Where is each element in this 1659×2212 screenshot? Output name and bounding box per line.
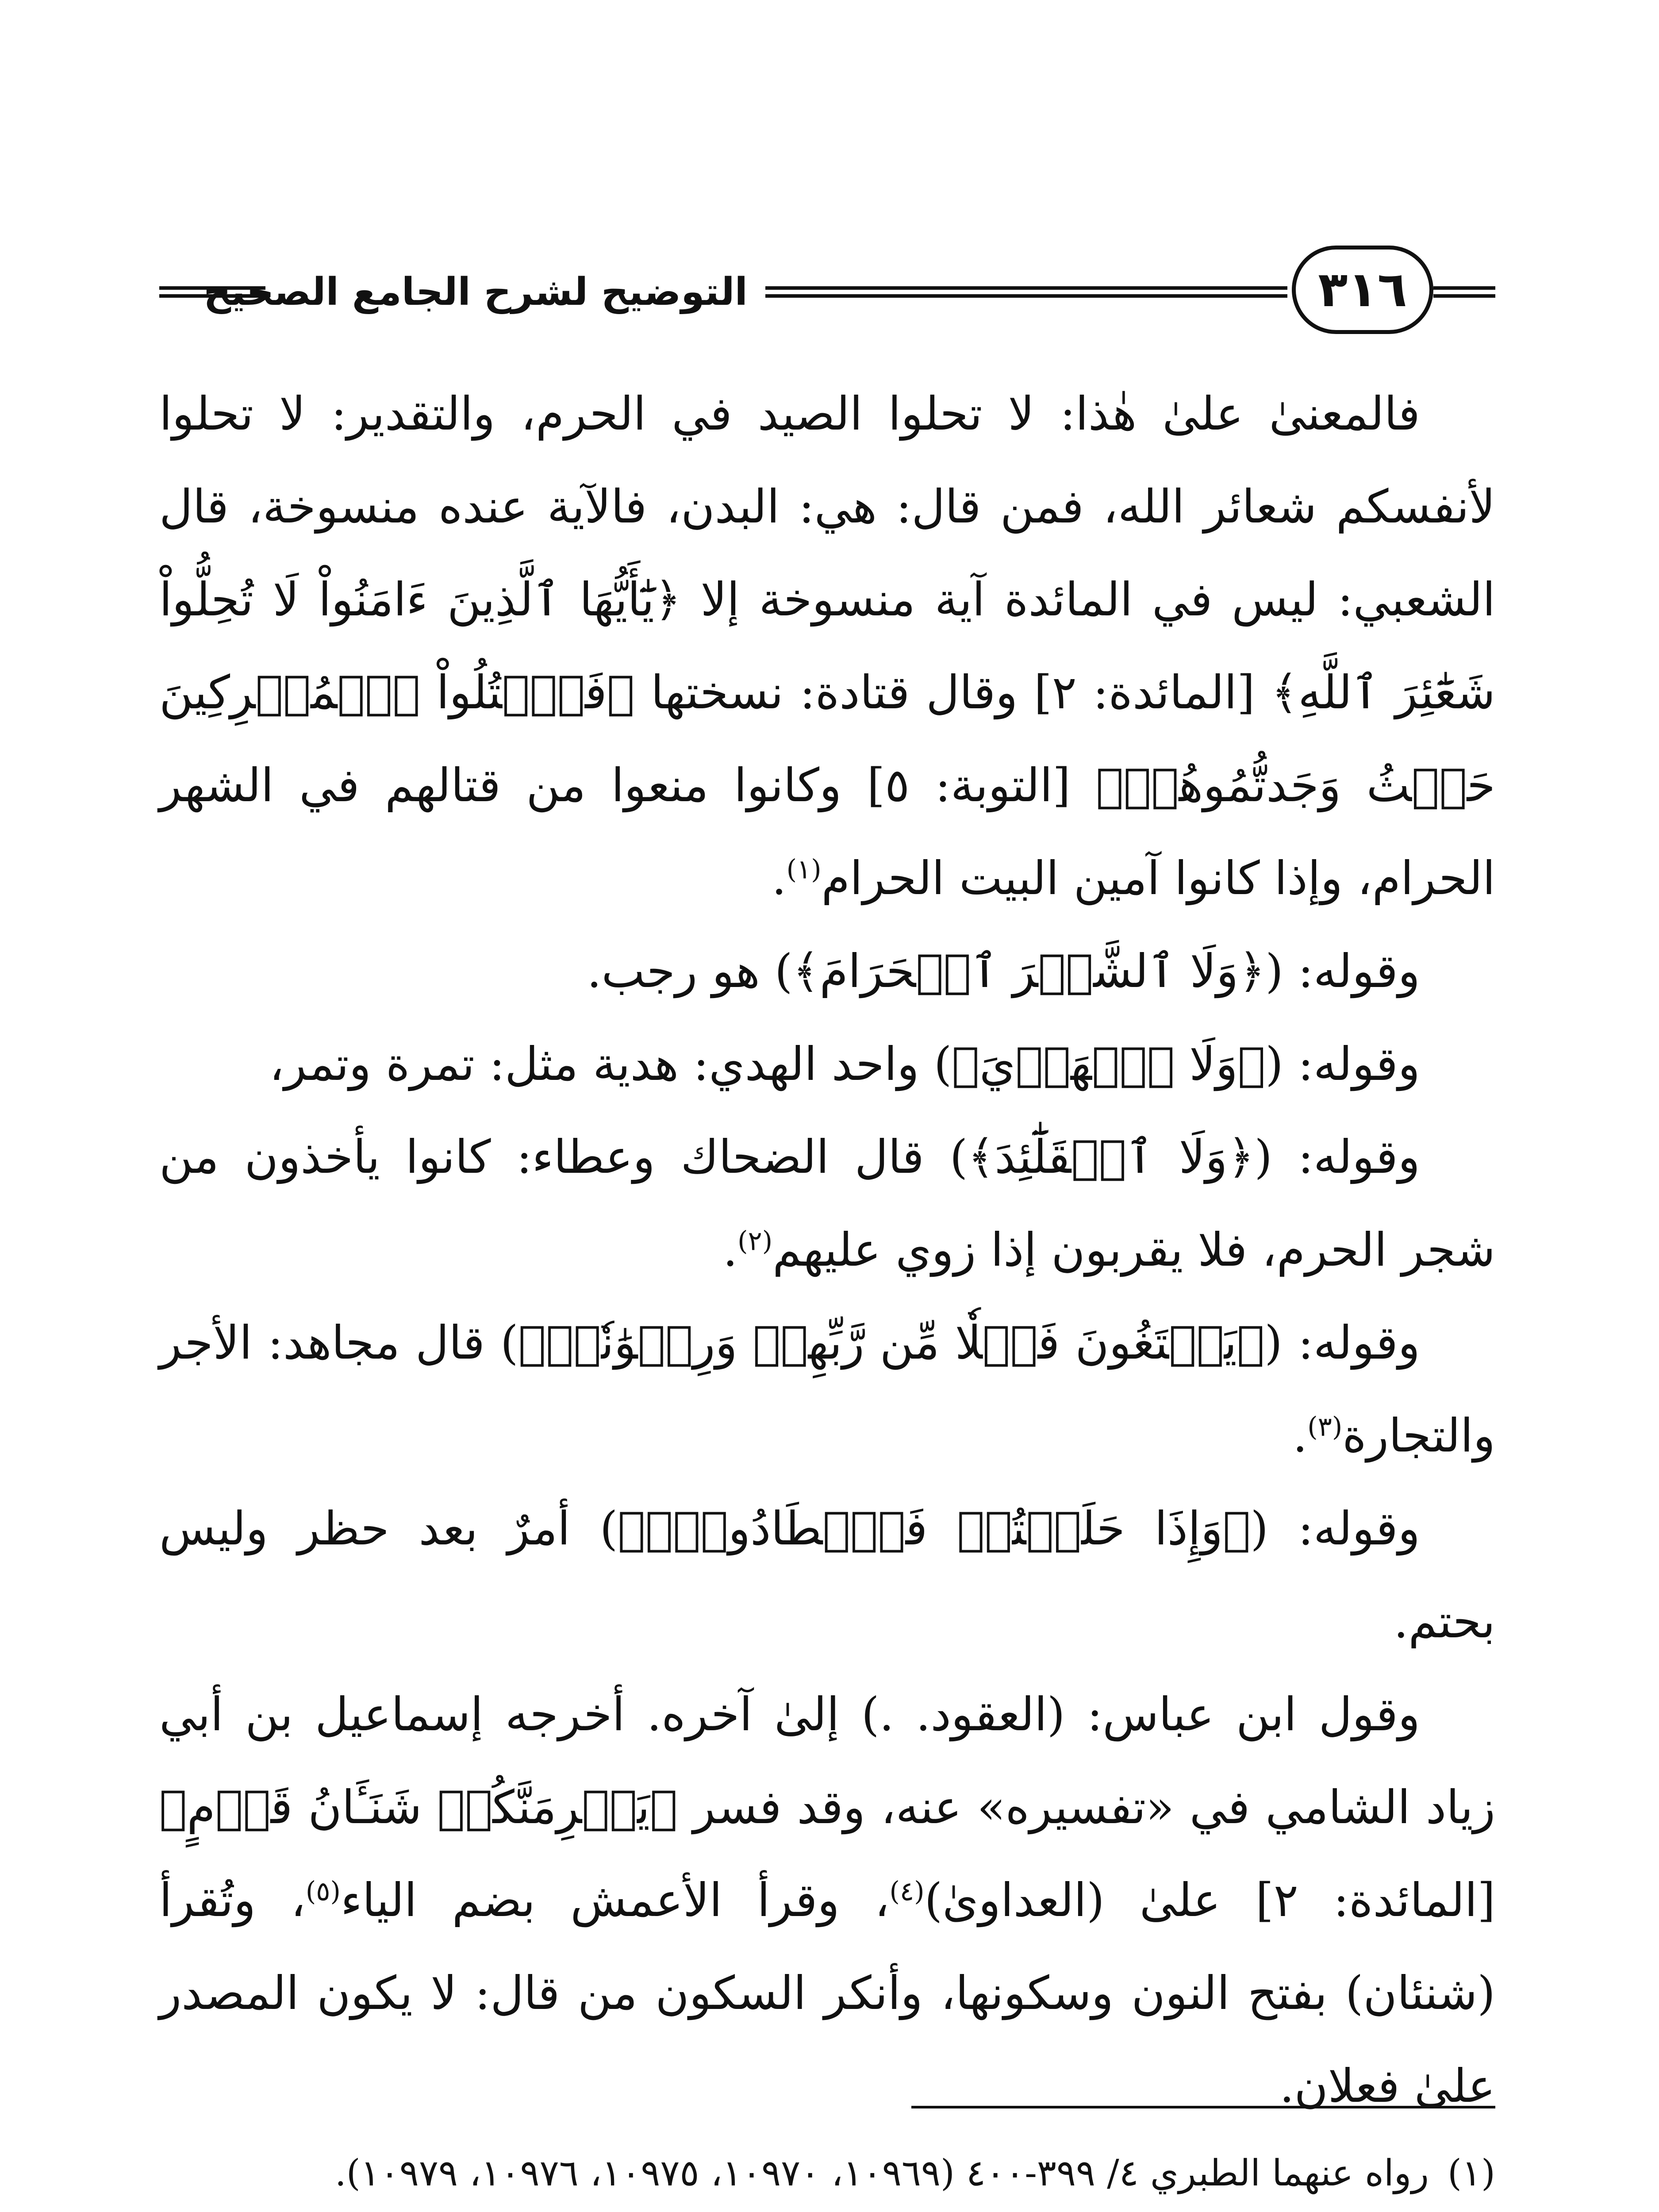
book-title: التوضيح لشرح الجامع الصحيح <box>204 270 748 314</box>
footnote-ref[interactable]: (٤) <box>889 1876 925 1907</box>
paragraph <box>159 1668 1495 2132</box>
quran-quote: ﴿يَٰٓأَيُّهَا ٱلَّذِينَ ءَامَنُواْ لَا تُحِلُّواْ شَعَٰٓئِرَ ٱللَّهِ﴾ <box>159 572 1496 719</box>
text-run: . <box>772 851 787 905</box>
footnote-item <box>159 2210 1495 2212</box>
text-run: ، وتُقرأ (شنئان) بفتح النون وسكونها، وأنكر السكون من قال: لا يكون المصدر علىٰ فعلان. <box>159 1873 1495 2113</box>
footnote-ref[interactable]: (١) <box>786 854 822 885</box>
paragraph <box>159 1110 1495 1296</box>
quran-quote: ﴿يَبۡتَغُونَ فَضۡلٗا مِّن رَّبِّهِمۡ وَرِضۡوَٰنٗاۚ﴾ <box>518 1316 1265 1370</box>
header-rule-right <box>1433 286 1495 298</box>
header-rule-left <box>159 286 265 298</box>
text-run: وقوله: ( <box>1250 1502 1420 1555</box>
header-rule-middle <box>765 286 1287 298</box>
footnote-number <box>1429 2210 1495 2212</box>
text-run: ) قال الضحاك وعطاء: كانوا يأخذون من شجر الحرم، فلا يقربون إذا زوي عليهم <box>159 1130 1495 1277</box>
text-run: . <box>1293 1409 1308 1463</box>
page-number: ٣١٦ <box>1292 246 1433 334</box>
text-run: [التوبة: ٥] وكانوا منعوا من قتالهم في الشهر الحرام، وإذا كانوا آمين البيت الحرام <box>159 758 1495 905</box>
paragraph <box>159 1482 1495 1668</box>
footnote-separator <box>911 2106 1495 2108</box>
quran-quote: ﴿وَلَا ٱلشَّهۡرَ ٱلۡحَرَامَ﴾ <box>792 944 1266 998</box>
text-run: ) أمرٌ بعد حظر وليس بحتم. <box>159 1502 1495 1648</box>
text-run: ) واحد الهدي: هدية مثل: تمرة وتمر، <box>269 1037 952 1091</box>
paragraph <box>159 367 1495 925</box>
text-run: وقوله: ( <box>1265 1037 1420 1091</box>
running-header <box>159 241 1495 343</box>
text-run: . <box>723 1223 738 1277</box>
text-run: وقوله: ( <box>1265 944 1420 998</box>
quran-quote: ﴿فَٱقۡتُلُواْ ٱلۡمُشۡرِكِينَ حَيۡثُ وَجَدتُّمُوهُمۡ﴾ <box>159 665 1496 812</box>
quran-quote: ﴿يَجۡرِمَنَّكُمۡ شَنَـَٔانُ قَوۡمٍ﴾ <box>159 1780 678 1834</box>
quran-quote: ﴿وَإِذَا حَلَلۡتُمۡ فَٱصۡطَادُواْۚ﴾ <box>618 1502 1251 1555</box>
paragraph <box>159 1296 1495 1482</box>
quran-quote: ﴿وَلَا ٱلۡهَدۡيَ﴾ <box>952 1037 1266 1091</box>
main-text <box>159 367 1495 2132</box>
footnotes <box>159 2137 1495 2212</box>
footnote-ref[interactable]: (٢) <box>737 1225 773 1257</box>
text-run: وقوله: ( <box>1254 1130 1420 1184</box>
text-run: فالمعنىٰ علىٰ هٰذا: لا تحلوا الصيد في الحرم، والتقدير: لا تحلوا لأنفسكم شعائر الله، فمن قال: هي: البدن، فالآية عنده منسوخة، قال الشعبي: ليس في المائدة آية منسوخة إلا <box>159 387 1496 626</box>
text-run: ، وقرأ الأعمش بضم الياء <box>340 1873 890 1927</box>
footnote-number: (١) <box>1447 2152 1495 2194</box>
text-run: [المائدة: ٢] وقال قتادة: نسختها <box>634 665 1271 719</box>
text-run: ) قال مجاهد: الأجر والتجارة <box>159 1316 1495 1463</box>
footnote-text: رواه عنهما الطبري ٤/ ٣٩٩-٤٠٠ (١٠٩٦٩، ١٠٩٧٠، ١٠٩٧٥، ١٠٩٧٦، ١٠٩٧٩). <box>334 2152 1429 2194</box>
quran-quote: ﴿وَلَا ٱلۡقَلَٰٓئِدَ﴾ <box>968 1130 1255 1184</box>
footnote-ref[interactable]: (٥) <box>305 1876 341 1907</box>
text-run: ) هو رجب. <box>587 944 793 998</box>
paragraph <box>159 1018 1495 1110</box>
footnote-text <box>159 2210 1429 2212</box>
text-run: وقوله: ( <box>1264 1316 1420 1370</box>
text-run: وقول ابن عباس: (العقود. .) إلىٰ آخره. أخرجه إسماعيل بن أبي زياد الشامي في «تفسيره» عنه، وقد فسر <box>159 1687 1495 1834</box>
footnote-ref[interactable]: (٣) <box>1307 1411 1343 1443</box>
text-run: [المائدة: ٢] علىٰ (العداوىٰ) <box>924 1873 1495 1927</box>
paragraph <box>159 925 1495 1018</box>
footnote-item <box>159 2137 1495 2210</box>
